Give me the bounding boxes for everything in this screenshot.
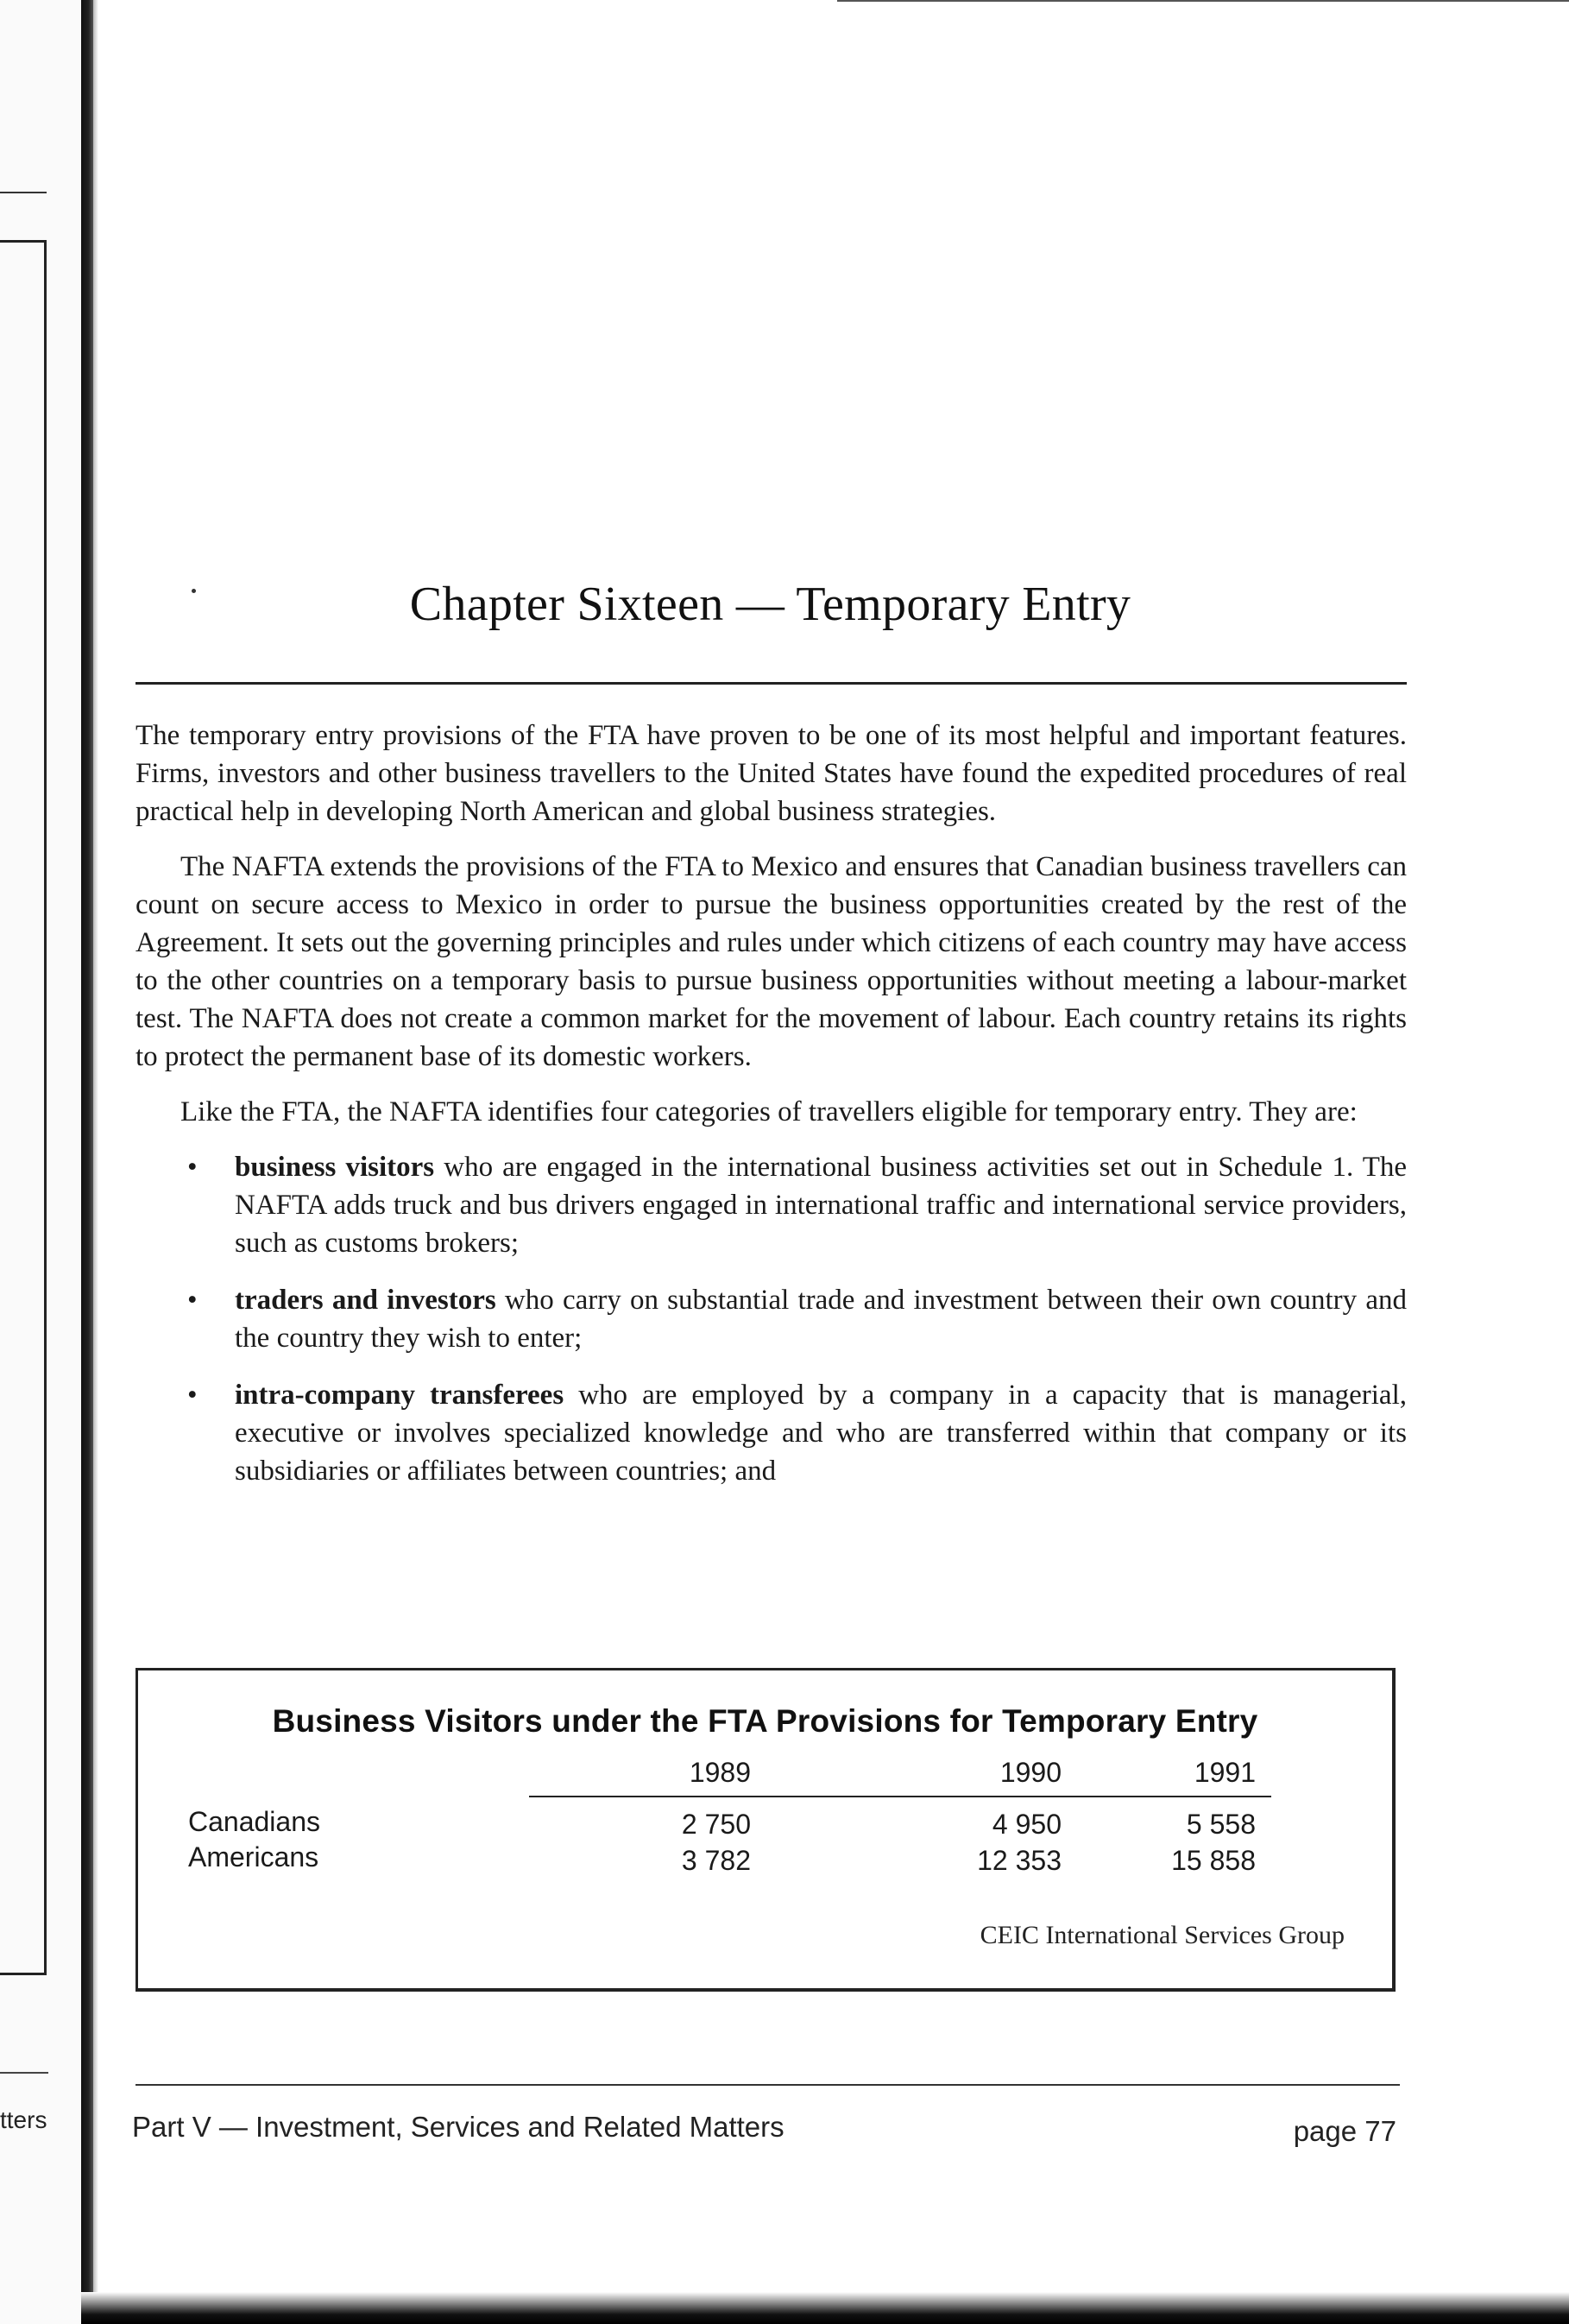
adjacent-page-footer-text: tters: [0, 2106, 47, 2133]
year-header-1989: 1989: [689, 1757, 751, 1788]
adjacent-page-rule: [0, 192, 47, 193]
paragraph-categories-intro: Like the FTA, the NAFTA identifies four categories of travellers eligible for temporary entry. They are:: [180, 1096, 1358, 1127]
chapter-body: [135, 717, 1407, 1509]
footer-section-title: Part V — Investment, Services and Related Matters: [132, 2111, 784, 2143]
table-title: Business Visitors under the FTA Provisions for Temporary Entry: [272, 1703, 1258, 1739]
table-cell: 5 558: [1186, 1809, 1256, 1840]
category-term: intra-company transferees: [235, 1380, 564, 1411]
top-edge-rule: [837, 0, 1569, 2]
table-cell: 12 353: [977, 1845, 1062, 1876]
paragraph-intro: The temporary entry provisions of the FTA have proven to be one of its most helpful and important features. Firms, investors and other business travellers to the United States have found the expedited procedures of real practical help in developing North American and global business strategies.: [135, 720, 1407, 827]
year-header-1991: 1991: [1194, 1757, 1256, 1788]
chapter-title: Chapter Sixteen — Temporary Entry: [409, 578, 1131, 631]
row-label-canadians: Canadians: [188, 1806, 320, 1837]
paragraph-nafta-extension: The NAFTA extends the provisions of the FTA to Mexico and ensures that Canadian business travellers can count on secure access to Mexico in order to pursue the business opportunities created by the rest of the Agreement. It sets out the governing principles and rules under which citizens of each country may have access to the other countries on a temporary basis to pursue business opportunities without meeting a labour-market test. The NAFTA does not create a common market for the movement of labour. Each country retains its rights to protect the permanent base of its domestic workers.: [135, 851, 1407, 1072]
table-cell: 2 750: [681, 1809, 751, 1840]
category-description: who are engaged in the international business activities set out in Schedule 1. The NAFTA adds truck and bus drivers engaged in international traffic and international service providers, such as customs brokers;: [235, 1152, 1408, 1259]
binding-shadow: [93, 0, 98, 2324]
traveller-categories-list: [135, 1148, 1407, 1490]
bullet-icon: •: [187, 1152, 198, 1183]
category-description: who carry on substantial trade and investment between their own country and the country they wish to enter;: [235, 1285, 1407, 1354]
table-source: CEIC International Services Group: [980, 1921, 1345, 1949]
table-cell: 15 858: [1171, 1845, 1256, 1876]
category-term: traders and investors: [235, 1285, 496, 1316]
page-number: page 77: [1293, 2115, 1396, 2147]
bullet-icon: •: [187, 1285, 198, 1316]
adjacent-page-footer-rule: [0, 2072, 48, 2074]
bottom-scan-shadow: [81, 2292, 1569, 2324]
table-cell: 4 950: [992, 1809, 1062, 1840]
footer-rule: [135, 2084, 1400, 2086]
category-description: who are employed by a company in a capacity that is managerial, executive or involves specialized knowledge and who are transferred within that company or its subsidiaries or affiliates between countries; and: [235, 1380, 1407, 1487]
category-term: business visitors: [235, 1152, 435, 1183]
list-item: [135, 1376, 1407, 1490]
business-visitors-table-box: [135, 1668, 1396, 1992]
list-item: [135, 1281, 1407, 1357]
header-rule: [529, 1796, 1271, 1797]
adjacent-page-box: [0, 240, 47, 1975]
row-label-americans: Americans: [188, 1841, 319, 1872]
title-divider: [135, 682, 1407, 685]
table-cell: 3 782: [681, 1845, 751, 1876]
year-header-1990: 1990: [999, 1757, 1062, 1788]
book-binding-edge: [81, 0, 93, 2324]
bullet-icon: •: [187, 1380, 198, 1411]
list-item: [135, 1148, 1407, 1262]
